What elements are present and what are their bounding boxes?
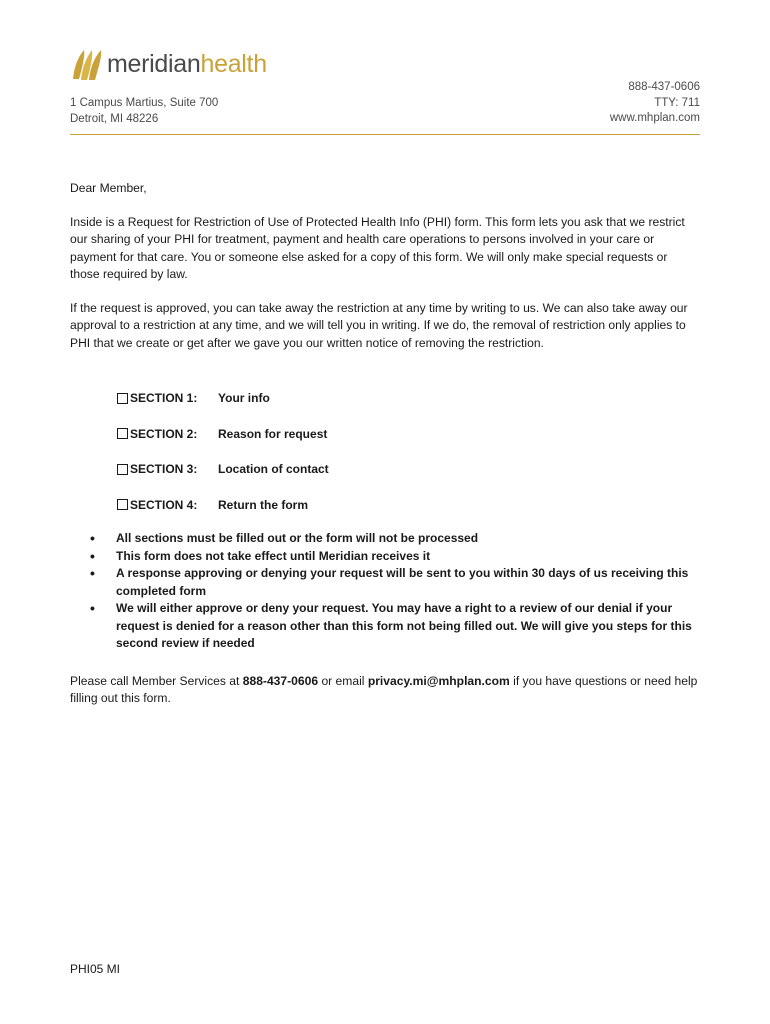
header-divider	[70, 134, 700, 135]
contact-tty: TTY: 711	[654, 96, 700, 109]
mailing-address	[70, 95, 218, 127]
list-item-text: All sections must be filled out or the form will not be processed	[116, 531, 479, 545]
closing-text-end: if you have questions or need help filling out this form.	[70, 674, 698, 706]
instruction-list	[90, 530, 702, 653]
closing-paragraph	[70, 673, 700, 708]
section-checklist	[117, 389, 329, 531]
bullet-icon: •	[90, 565, 95, 581]
section-item-2	[117, 425, 329, 443]
section-label: Your info	[218, 391, 270, 405]
greeting: Dear Member,	[70, 181, 147, 195]
paragraph-restriction: If the request is approved, you can take away the restriction at any time by writing to us. We can also take away our approval to a restriction at any time, and we will tell you in writing. If we do, the removal of restriction only applies to PHI that we create or get after we gave you our written notice of removing the restriction.	[70, 301, 688, 350]
contact-block	[610, 80, 700, 127]
closing-text-mid: or email	[318, 674, 368, 688]
section-label: Location of contact	[218, 462, 329, 476]
list-item	[90, 600, 702, 653]
section-label: Reason for request	[218, 426, 328, 441]
section-item-4	[117, 496, 329, 514]
privacy-email: privacy.mi@mhplan.com	[367, 674, 510, 688]
section-number: SECTION 2:	[130, 426, 198, 441]
address-line-1: 1 Campus Martius, Suite 700	[70, 97, 219, 109]
meridian-leaf-icon	[70, 45, 104, 83]
bullet-icon: •	[90, 600, 95, 616]
checkbox-icon	[117, 464, 128, 475]
checkbox-icon	[117, 428, 128, 439]
logo-wordmark	[107, 49, 267, 78]
list-item	[90, 565, 702, 600]
section-item-1	[117, 389, 329, 407]
contact-website: www.mhplan.com	[609, 112, 700, 124]
list-item-text: This form does not take effect until Meridian receives it	[116, 548, 431, 563]
contact-phone: 888-437-0606	[628, 81, 700, 93]
form-code: PHI05 MI	[70, 962, 121, 976]
member-services-phone: 888-437-0606	[242, 674, 319, 688]
paragraph-intro: Inside is a Request for Restriction of Use of Protected Health Info (PHI) form. This form lets you ask that we restrict our sharing of your PHI for treatment, payment and health care operations to persons involved in your care or payment for that care. You or someone else asked for a copy of this form. We will only make special requests or those required by law.	[70, 215, 685, 281]
checkbox-icon	[117, 499, 128, 510]
list-item	[90, 548, 702, 566]
section-item-3	[117, 460, 329, 478]
section-number: SECTION 1:	[130, 391, 198, 405]
bullet-icon: •	[90, 530, 95, 546]
section-number: SECTION 3:	[130, 462, 198, 476]
bullet-icon: •	[90, 547, 95, 564]
list-item	[90, 530, 702, 548]
logo-word-health: health	[200, 49, 267, 78]
list-item-text: We will either approve or deny your request. You may have a right to a review of our denial if your request is denied for a reason other than this form not being filled out. We will give you steps for this second review if needed	[116, 601, 692, 650]
checkbox-icon	[117, 393, 128, 404]
address-line-2: Detroit, MI 48226	[70, 113, 159, 125]
meridian-health-logo	[70, 44, 267, 84]
closing-text-start: Please call Member Services at	[70, 674, 243, 688]
list-item-text: A response approving or denying your request will be sent to you within 30 days of us receiving this completed form	[116, 566, 689, 598]
logo-word-meridian: meridian	[107, 49, 201, 78]
section-label: Return the form	[218, 497, 308, 512]
section-number: SECTION 4:	[130, 497, 198, 512]
